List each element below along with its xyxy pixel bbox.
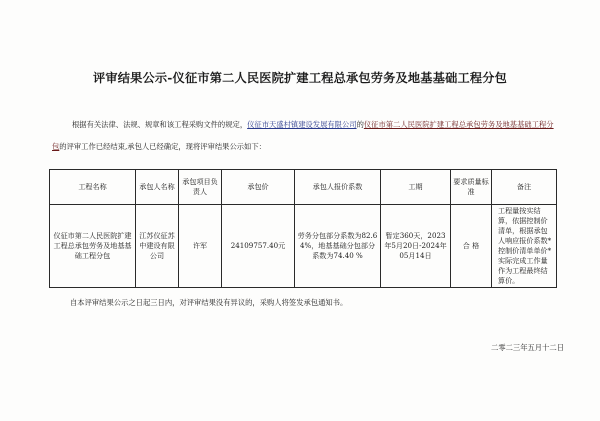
- result-table: [49, 169, 557, 288]
- cell-price: 24109757.40元: [222, 205, 295, 288]
- header-note: 备注: [492, 170, 557, 205]
- company-name: 仪征市天盛村镇建设发展有限公司: [247, 120, 357, 129]
- cell-note: 工程量按实结算，依据控制价清单，根据承包人响应报价系数*控制价清单单价*实际完成工作量作为工程最终结算价。: [492, 205, 557, 288]
- intro-paragraph: [52, 114, 556, 158]
- table-header-row: [50, 170, 557, 205]
- cell-coefficient: 劳务分包部分系数为82.64%，地基基础分包部分系数为74.40 %: [295, 205, 381, 288]
- header-manager: 承包项目负责人: [179, 170, 222, 205]
- cell-quality: 合 格: [451, 205, 492, 288]
- cell-duration: 暂定360天，2023年5月20日-2024年05月14日: [381, 205, 451, 288]
- intro-prefix: 根据有关法律、法规、规章和该工程采购文件的规定，: [72, 120, 248, 129]
- header-project: 工程名称: [50, 170, 136, 205]
- intro-mid: 的: [356, 120, 364, 129]
- header-duration: 工期: [381, 170, 451, 205]
- signing-date: 二零二三年五月十二日: [491, 343, 564, 352]
- table-row: [50, 205, 557, 288]
- cell-project: 仪征市第二人民医院扩建工程总承包劳务及地基基础工程分包: [50, 205, 136, 288]
- header-quality: 要求质量标准: [451, 170, 492, 205]
- outro-text: 自本评审结果公示之日起三日内，对评审结果没有异议的，采购人将签发承包通知书。: [70, 298, 348, 307]
- page-title: 评审结果公示-仪征市第二人民医院扩建工程总承包劳务及地基基础工程分包: [92, 71, 508, 85]
- header-price: 承包价: [222, 170, 295, 205]
- header-coefficient: 承包人报价系数: [295, 170, 381, 205]
- intro-suffix: 的评审工作已经结束,承包人已经确定，现将评审结果公示如下：: [59, 142, 266, 151]
- header-contractor: 承包人名称: [136, 170, 179, 205]
- project-name: 仪征市第二人民医院扩建工程总承包劳务及地基基础工程分包: [52, 120, 554, 151]
- cell-manager: 许军: [179, 205, 222, 288]
- cell-contractor: 江苏仪征苏中建设有限公司: [136, 205, 179, 288]
